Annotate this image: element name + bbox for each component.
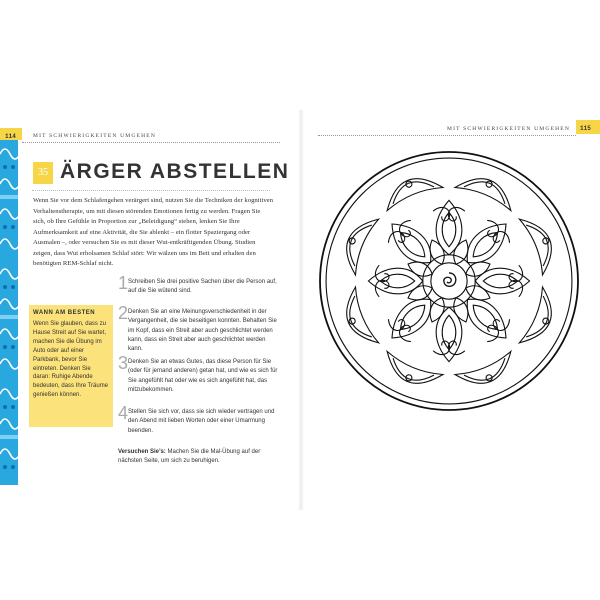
step-text: Schreiben Sie drei positive Sachen über die Person auf, auf die Sie wütend sind. [128, 279, 277, 295]
tip-box-text: Wenn Sie glauben, dass zu Hause Streit auf Sie wartet, machen Sie die Übung im Auto oder auf einer Parkbank, bevor Sie eintreten. Denken Sie daran: Ruhige Abende bedeuten, dass Ihre Träume genießen können. [33, 321, 109, 399]
step-text: Stellen Sie sich vor, dass sie sich wieder vertragen und den Abend mit lieben Worten oder einer Umarmung beenden. [128, 409, 275, 434]
decorative-strip [0, 140, 18, 485]
header-rule-right [318, 135, 576, 136]
intro-paragraph: Wenn Sie vor dem Schlafengehen verärgert sind, nutzen Sie die Techniken der kognitiven Verhaltenstherapie, um mit diesen störenden Emotionen fertig zu werden. Fragen Sie sich, ob Ihre Gefühle in Proportion zur „Beleidigung“ stehen, lenken Sie Ihre Aufmerksamkeit auf eine Aktivität, die Sie ablenkt – ein flotter Spaziergang oder Ausmalen –, oder versuchen Sie es mit dieser Wut-entkräftigenden Übung. Studien zeigen, dass Wut erholsamen Schlaf stört: Wir wälzen uns im Bett und erhalten den benötigten REM-Schlaf nicht. [33, 197, 273, 267]
try-text: Machen Sie die Mal-Übung auf der nächsten Seite, um sich zu beruhigen. [118, 449, 261, 465]
step-number: 1 [118, 273, 129, 293]
title-rule [32, 190, 270, 191]
exercise-number-badge: 35 [33, 162, 53, 184]
step-text: Denken Sie an etwas Gutes, das diese Person für Sie (oder für jemand anderen) getan hat, und wie es sich für Sie angefühlt hat oder wie es sich angefühlt hat, das mitzubekommen. [128, 359, 278, 393]
try-it-note [118, 448, 278, 467]
mandala-coloring-illustration [318, 150, 580, 412]
running-head-right: MIT SCHWIERIGKEITEN UMGEHEN [447, 126, 571, 132]
page-title: ÄRGER ABSTELLEN [60, 160, 290, 183]
page-number-right: 115 [580, 125, 591, 132]
page-number-left: 114 [5, 133, 16, 140]
step-number: 2 [118, 303, 129, 323]
step-number: 3 [118, 353, 129, 373]
header-rule-left [22, 142, 280, 143]
book-gutter [298, 110, 304, 510]
tip-box-heading: WANN AM BESTEN [33, 310, 96, 316]
step-number: 4 [118, 403, 129, 423]
running-head-left: MIT SCHWIERIGKEITEN UMGEHEN [33, 133, 157, 139]
try-label: Versuchen Sie’s: [118, 449, 166, 455]
step-text: Denken Sie an eine Meinungsverschiedenheit in der Vergangenheit, die sie beseitigen konnten. Behalten Sie im Kopf, dass ein Streit aber auch geschlichtet werden kann, dass ein Streit aber auch geschlichtet werden kann. [128, 309, 277, 353]
